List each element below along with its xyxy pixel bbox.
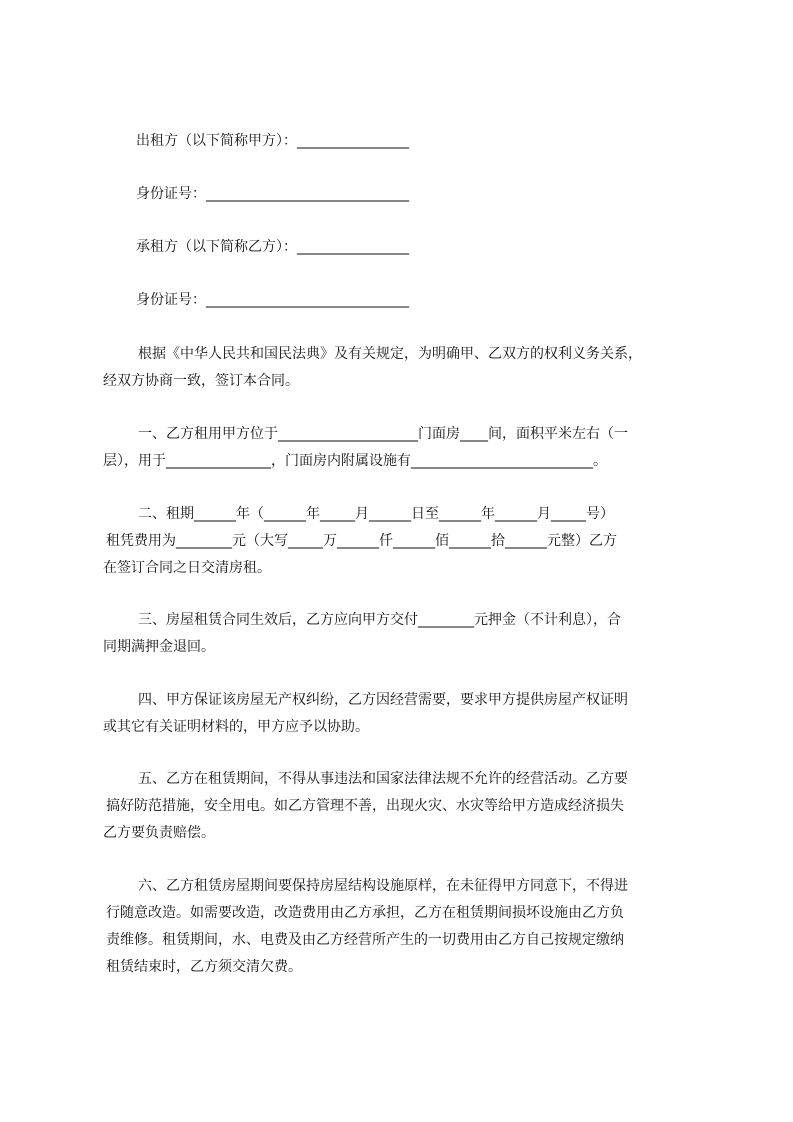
clause-1-line-1: 一、乙方租用甲方位于____________________门面房____间，面积平米左右（一 <box>138 426 628 442</box>
clause-1-line-2: 层），用于_______________，门面房内附属设施有__________________________。 <box>103 453 607 469</box>
clause-3-line-2: 同期满押金退回。 <box>103 639 215 655</box>
preamble-line-1: 根据《中华人民共和国民法典》及有关规定，为明确甲、乙双方的权利义务关系， <box>138 346 642 362</box>
clause-5-line-3: 乙方要负责赔偿。 <box>103 825 215 841</box>
clause-2-line-2: 租凭费用为________元（大写_____万______仟______佰______拾______元整）乙方 <box>106 533 617 549</box>
clause-5-line-2: 搞好防范措施，安全用电。如乙方管理不善，出现火灾、水灾等给甲方造成经济损失 <box>106 798 624 814</box>
clause-6-line-2: 行随意改造。如需要改造，改造费用由乙方承担，乙方在租赁期间损坏设施由乙方负 <box>106 905 624 921</box>
lessee-id-field: 身份证号：_____________________________ <box>136 292 409 308</box>
clause-3-line-1: 三、房屋租赁合同生效后，乙方应向甲方交付________元押金（不计利息），合 <box>138 612 621 628</box>
clause-6-line-4: 租赁结束时，乙方须交清欠费。 <box>106 959 302 975</box>
clause-2-line-1: 二、租期______年（______年_____月______日至______年______月_____号） <box>138 506 614 522</box>
preamble-line-2: 经双方协商一致，签订本合同。 <box>103 373 299 389</box>
lessor-field: 出租方（以下简称甲方）：________________ <box>136 133 409 149</box>
clause-5-line-1: 五、乙方在租赁期间，不得从事违法和国家法律法规不允许的经营活动。乙方要 <box>138 771 628 787</box>
clause-4-line-2: 或其它有关证明材料的，甲方应予以协助。 <box>103 719 369 735</box>
clause-2-line-3: 在签订合同之日交清房租。 <box>103 560 271 576</box>
clause-4-line-1: 四、甲方保证该房屋无产权纠纷，乙方因经营需要，要求甲方提供房屋产权证明 <box>138 692 628 708</box>
lessee-field: 承租方（以下简称乙方）：________________ <box>136 239 409 255</box>
clause-6-line-3: 责维修。租赁期间，水、电费及由乙方经营所产生的一切费用由乙方自己按规定缴纳 <box>106 932 624 948</box>
clause-6-line-1: 六、乙方租赁房屋期间要保持房屋结构设施原样，在未征得甲方同意下，不得进 <box>138 878 628 894</box>
lessor-id-field: 身份证号：_____________________________ <box>136 186 409 202</box>
